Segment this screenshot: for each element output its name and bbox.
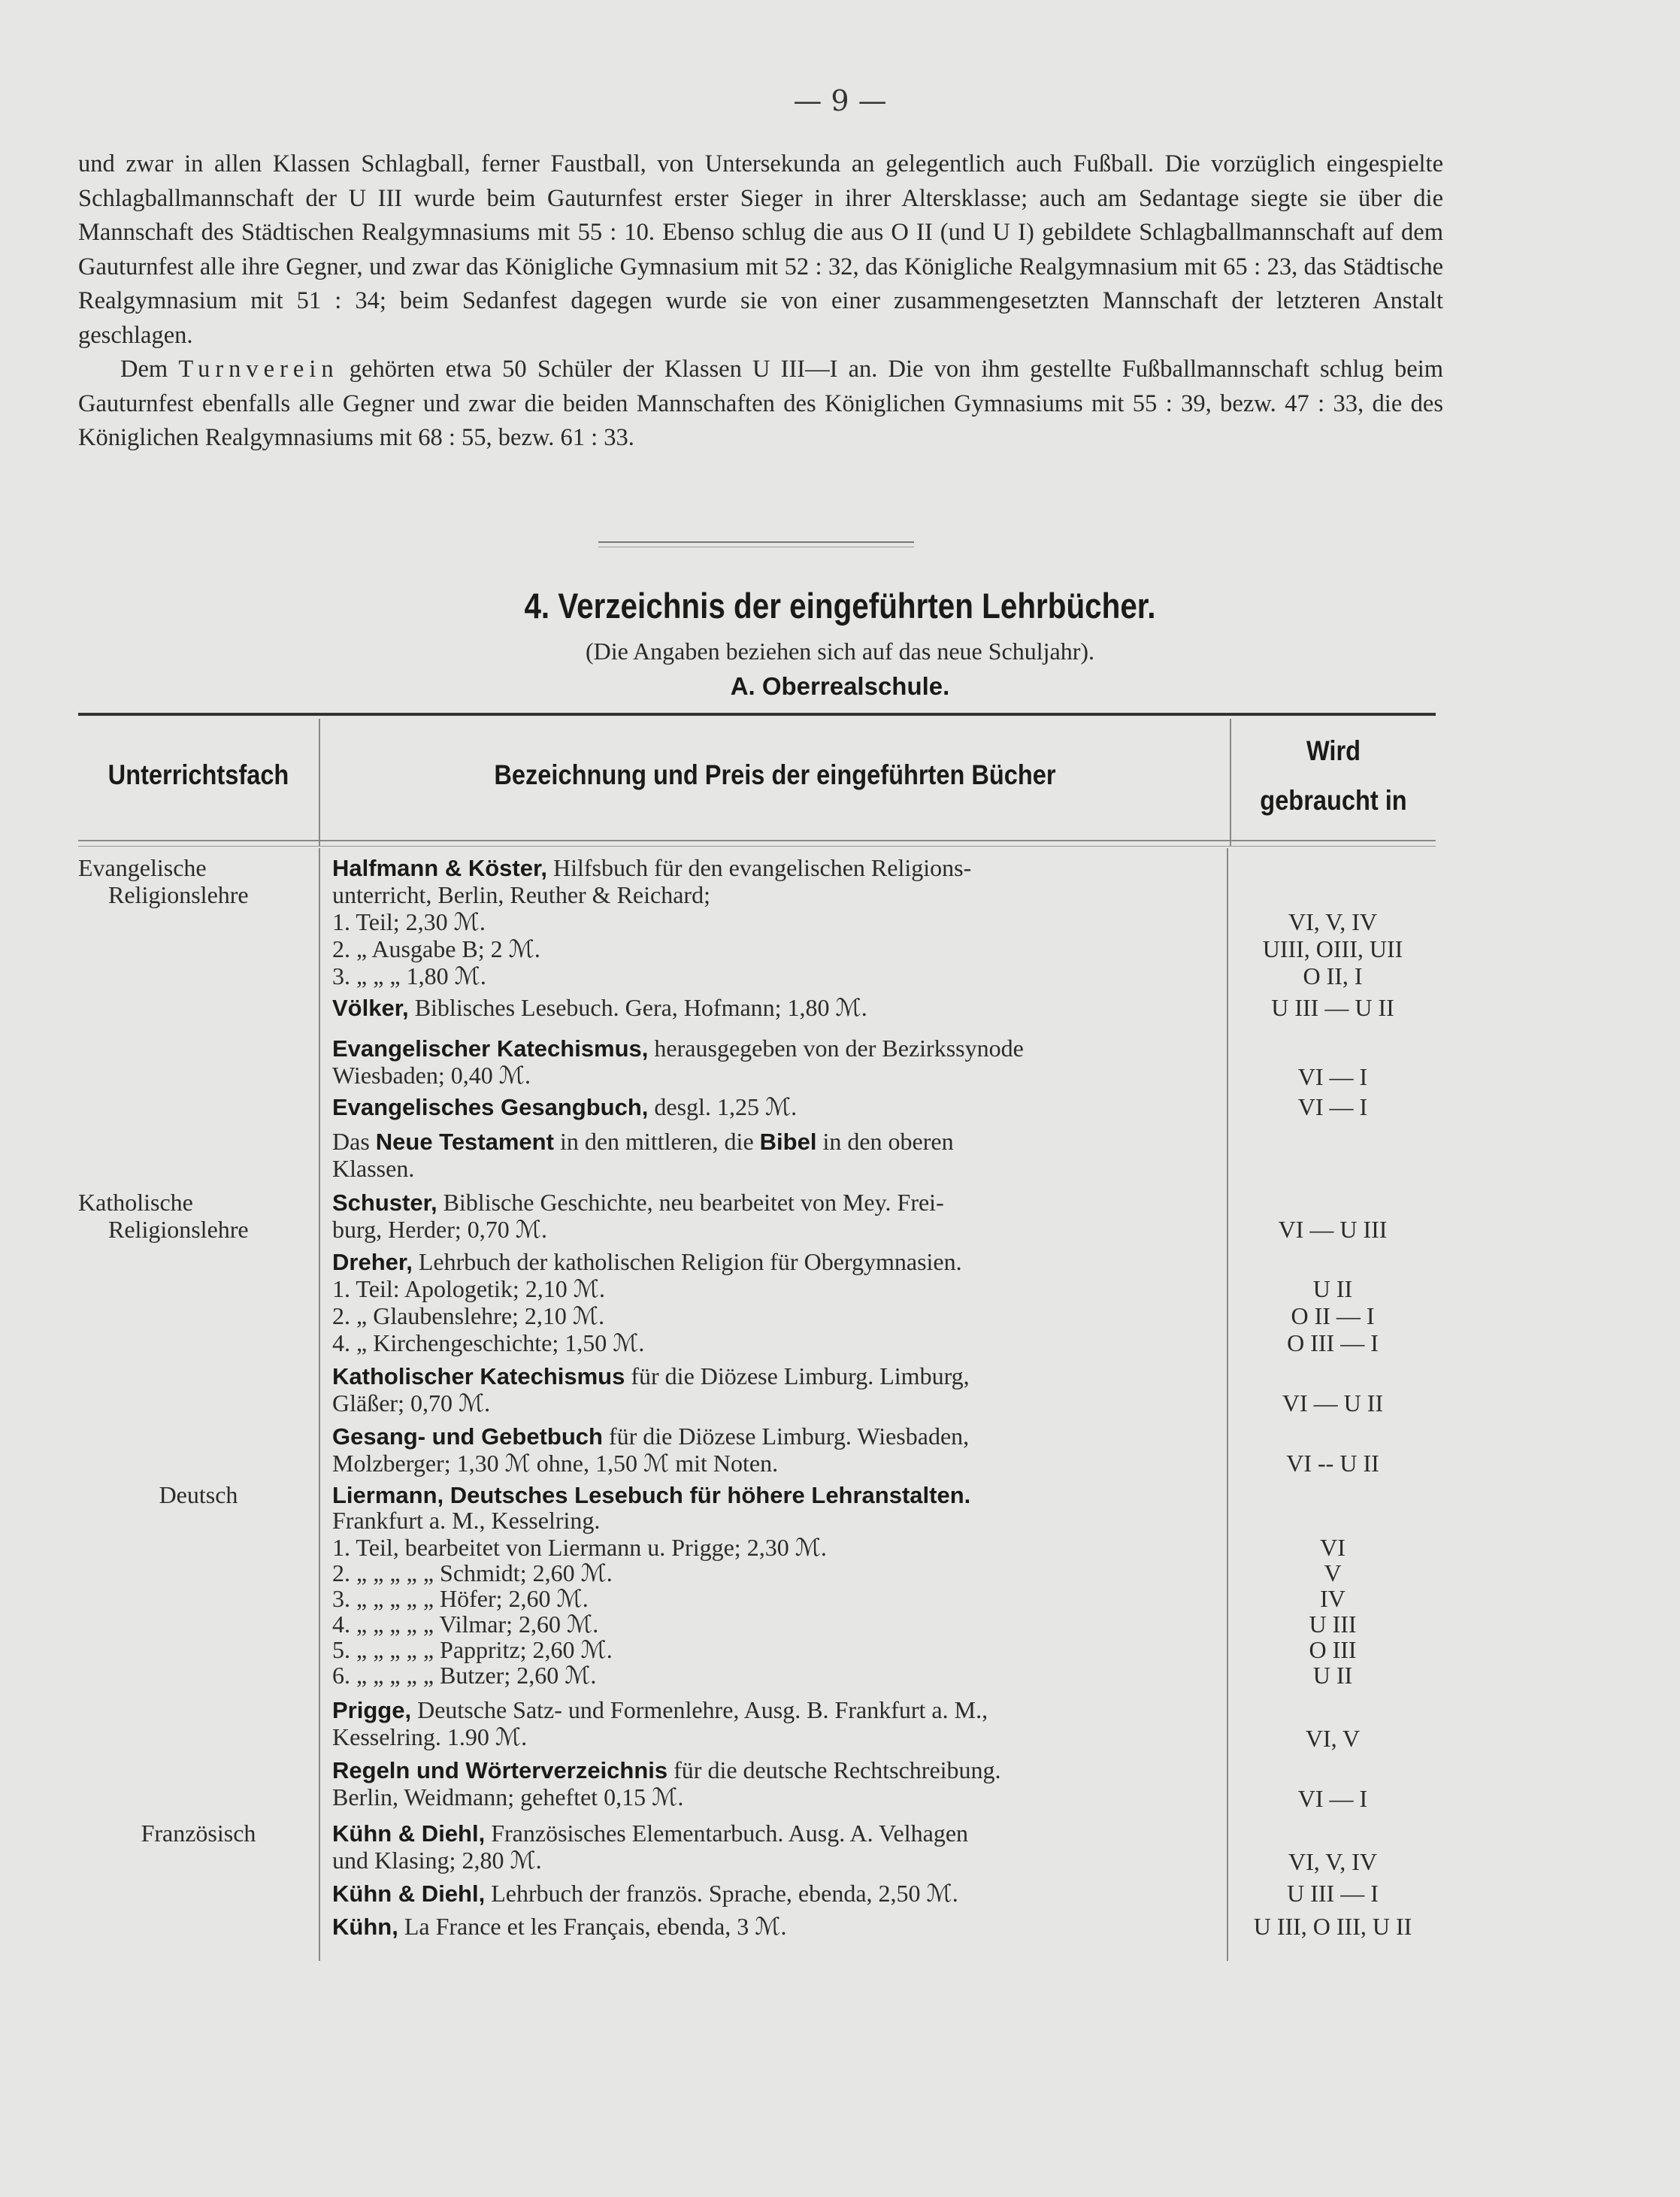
prose-block — [78, 147, 1443, 456]
used-in: U III — [1309, 1611, 1357, 1638]
used-in: VI — U II — [1282, 1389, 1384, 1417]
used-in: O II, I — [1303, 962, 1363, 989]
used-in: O III — I — [1287, 1329, 1379, 1356]
used-in: VI — I — [1297, 1785, 1368, 1812]
book-entry: Gesang- und Gebetbuch für die Diözese Limburg. Wiesbaden, — [332, 1423, 970, 1450]
header-bottom-rule — [78, 840, 1436, 841]
page-number: — 9 — — [793, 84, 887, 117]
used-in: IV — [1320, 1585, 1346, 1612]
book-entry: Dreher, Lehrbuch der katholischen Religion für Obergymnasien. — [332, 1248, 962, 1275]
used-in: V — [1324, 1559, 1342, 1586]
header-column-divider-2 — [1230, 719, 1231, 847]
used-in: VI, V, IV — [1288, 908, 1377, 935]
prose-paragraph-1: und zwar in allen Klassen Schlagball, ferner Faustball, von Untersekunda an gelegentlich auch Fußball. Die vorzüglich eingespielte Schlagballmannschaft der U III wurde beim Gauturnfest erster Sieger in ihrer Altersklasse; auch am Sedantage siegte sie über die Mannschaft des Städtischen Realgymnasiums mit 55 : 10. Ebenso schlug die aus O II (und U I) gebildete Schlagballmannschaft auf dem Gauturnfest alle ihre Gegner, und zwar das Königliche Gymnasium mit 52 : 32, das Königliche Realgymnasium mit 65 : 23, das Städtische Realgymnasium mit 51 : 34; beim Sedanfest dagegen wurde sie von einer zusammengesetzten Mannschaft der letzteren Anstalt geschlagen. — [78, 150, 1443, 349]
section-title: 4. Verzeichnis der eingeführten Lehrbücher. — [524, 586, 1156, 626]
book-volume: 3. „ „ „ „ „ Höfer; 2,60 ℳ. — [332, 1585, 589, 1612]
subject-franzoesisch: Französisch — [141, 1820, 256, 1847]
used-in: U III — I — [1287, 1880, 1379, 1907]
used-in: U II — [1312, 1275, 1353, 1302]
book-entry: Regeln und Wörterverzeichnis für die deutsche Rechtschreibung. — [332, 1756, 1001, 1783]
section-subtitle: (Die Angaben beziehen sich auf das neue Schuljahr). — [585, 638, 1095, 665]
header-used-line2: gebraucht in — [1260, 785, 1407, 816]
used-in: VI, V, IV — [1288, 1848, 1377, 1875]
book-entry-continuation: burg, Herder; 0,70 ℳ. — [332, 1216, 548, 1243]
book-volume: 4. „ Kirchengeschichte; 1,50 ℳ. — [332, 1329, 645, 1356]
used-in: UIII, OIII, UII — [1262, 935, 1403, 962]
prose-paragraph-2: Dem Turnverein gehörten etwa 50 Schüler der Klassen U III—I an. Die von ihm gestellte Fußballmannschaft schlug beim Gauturnfest ebenfalls alle Gegner und zwar die beiden Mannschaften des Königlichen Gymnasiums mit 55 : 39, bezw. 47 : 33, die des Königlichen Realgymnasiums mit 68 : 55, bezw. 61 : 33. — [78, 356, 1444, 451]
book-entry: Prigge, Deutsche Satz- und Formenlehre, Ausg. B. Frankfurt a. M., — [332, 1696, 988, 1723]
book-entry-continuation: Kesselring. 1.90 ℳ. — [332, 1723, 528, 1750]
book-entry: Schuster, Biblische Geschichte, neu bearbeitet von Mey. Frei- — [332, 1189, 944, 1216]
header-bottom-rule-thin — [78, 846, 1436, 847]
book-entry: Kühn, La France et les Français, ebenda, 3 ℳ. — [332, 1913, 787, 1940]
used-in: VI -- U II — [1286, 1450, 1379, 1477]
used-in: VI — [1320, 1534, 1346, 1561]
book-entry-continuation: Klassen. — [332, 1155, 415, 1182]
section-school: A. Oberrealschule. — [730, 672, 950, 700]
book-entry: Völker, Biblisches Lesebuch. Gera, Hofmann; 1,80 ℳ. — [332, 994, 867, 1021]
used-in: VI — I — [1297, 1063, 1368, 1090]
used-in: U III, O III, U II — [1253, 1913, 1412, 1940]
book-volume: 1. Teil; 2,30 ℳ. — [332, 908, 486, 935]
header-column-divider-1 — [319, 719, 320, 847]
book-volume: 3. „ „ „ 1,80 ℳ. — [332, 962, 486, 989]
book-volume: 2. „ Ausgabe B; 2 ℳ. — [332, 935, 540, 962]
book-entry: Das Neue Testament in den mittleren, die Bibel in den oberen — [332, 1128, 954, 1155]
book-volume: 6. „ „ „ „ „ Butzer; 2,60 ℳ. — [332, 1662, 597, 1689]
header-used-line1: Wird — [1306, 735, 1361, 766]
book-entry: Halfmann & Köster, Hilfsbuch für den evangelischen Religions- — [332, 854, 972, 881]
book-volume: 4. „ „ „ „ „ Vilmar; 2,60 ℳ. — [332, 1611, 599, 1638]
used-in: U II — [1312, 1662, 1353, 1689]
section-divider — [598, 541, 914, 543]
header-subject: Unterrichtsfach — [107, 759, 289, 790]
book-entry: Kühn & Diehl, Lehrbuch der französ. Sprache, ebenda, 2,50 ℳ. — [332, 1880, 958, 1907]
used-in: O II — I — [1291, 1302, 1375, 1329]
book-entry-continuation: unterricht, Berlin, Reuther & Reichard; — [332, 881, 710, 908]
body-column-divider-2 — [1227, 848, 1228, 1961]
book-entry: Katholischer Katechismus für die Diözese Limburg. Limburg, — [332, 1362, 970, 1389]
subject-katholisch: Katholische Religionslehre — [78, 1189, 249, 1243]
book-entry-continuation: Molzberger; 1,30 ℳ ohne, 1,50 ℳ mit Noten. — [332, 1450, 779, 1477]
book-entry-continuation: Frankfurt a. M., Kesselring. — [332, 1507, 601, 1534]
book-volume: 1. Teil: Apologetik; 2,10 ℳ. — [332, 1275, 605, 1302]
spaced-word: Turnverein — [178, 356, 339, 383]
used-in: U III — U II — [1271, 994, 1394, 1021]
book-entry: Kühn & Diehl, Französisches Elementarbuch. Ausg. A. Velhagen — [332, 1820, 969, 1847]
book-entry: Liermann, Deutsches Lesebuch für höhere Lehranstalten. — [332, 1482, 971, 1508]
table-top-rule — [78, 713, 1436, 716]
book-entry-continuation: Wiesbaden; 0,40 ℳ. — [332, 1062, 531, 1089]
subject-evangelisch: Evangelische Religionslehre — [78, 854, 249, 908]
book-entry-continuation: und Klasing; 2,80 ℳ. — [332, 1847, 542, 1874]
book-volume: 5. „ „ „ „ „ Pappritz; 2,60 ℳ. — [332, 1636, 613, 1663]
book-volume: 2. „ Glaubenslehre; 2,10 ℳ. — [332, 1302, 605, 1329]
used-in: VI — I — [1297, 1093, 1368, 1120]
header-books: Bezeichnung und Preis der eingeführten Bücher — [494, 759, 1056, 790]
book-volume: 2. „ „ „ „ „ Schmidt; 2,60 ℳ. — [332, 1559, 613, 1586]
book-volume: 1. Teil, bearbeitet von Liermann u. Prigge; 2,30 ℳ. — [332, 1534, 827, 1561]
book-entry: Evangelisches Gesangbuch, desgl. 1,25 ℳ. — [332, 1093, 798, 1120]
used-in: O III — [1309, 1636, 1357, 1663]
used-in: VI — U III — [1278, 1216, 1388, 1243]
book-entry-continuation: Berlin, Weidmann; geheftet 0,15 ℳ. — [332, 1783, 684, 1811]
book-entry-continuation: Gläßer; 0,70 ℳ. — [332, 1389, 491, 1417]
body-column-divider-1 — [319, 848, 320, 1961]
subject-deutsch: Deutsch — [159, 1481, 238, 1508]
used-in: VI, V — [1305, 1725, 1361, 1752]
book-entry: Evangelischer Katechismus, herausgegeben von der Bezirkssynode — [332, 1035, 1024, 1062]
